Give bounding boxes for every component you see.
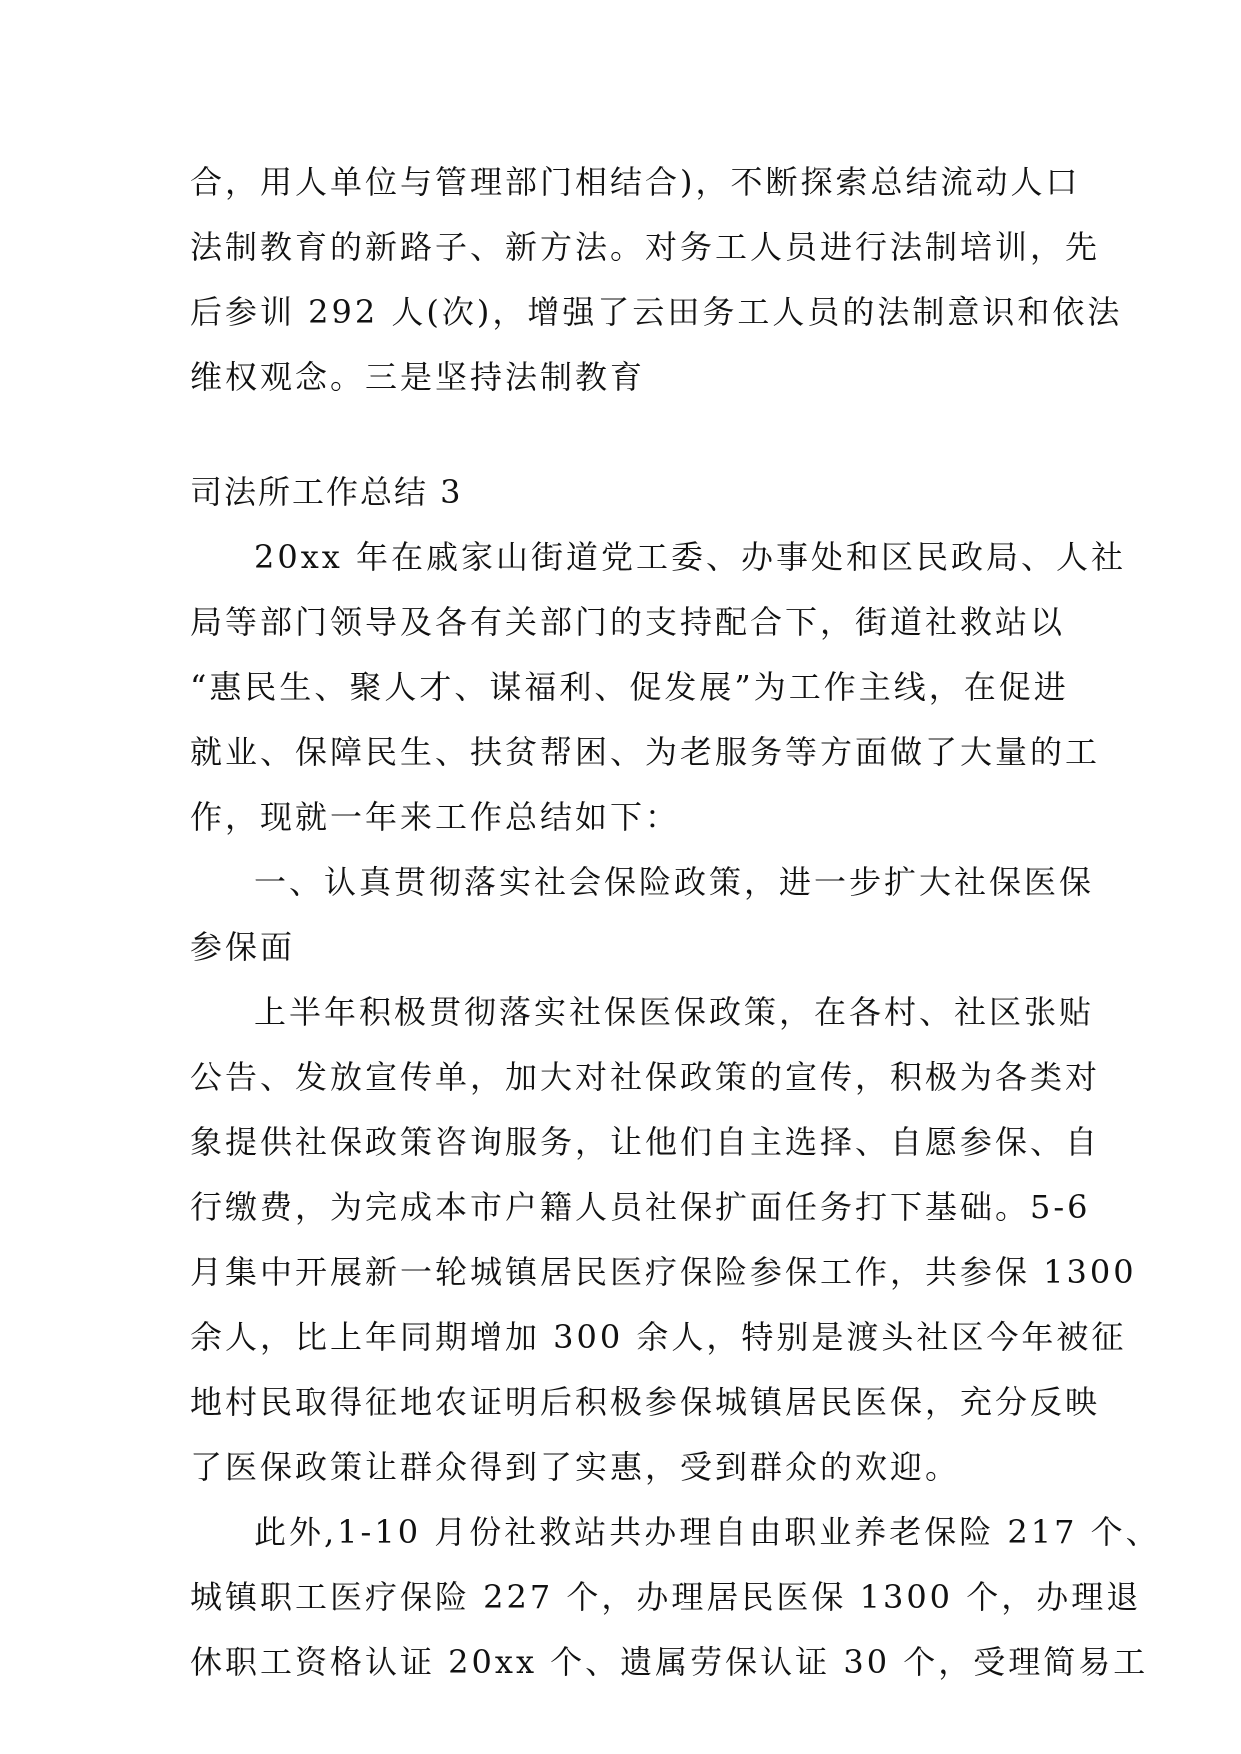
document-page [190,150,1161,1695]
text-line: 公告、发放宣传单，加大对社保政策的宣传，积极为各类对 [190,1058,1101,1096]
continuation-paragraph [190,150,1123,410]
text-line: 地村民取得征地农证明后积极参保城镇居民医保，充分反映 [190,1383,1101,1421]
text-line: 象提供社保政策咨询服务，让他们自主选择、自愿参保、自 [190,1123,1101,1161]
paragraph-statistics [190,1500,1161,1695]
text-line: 上半年积极贯彻落实社保医保政策，在各村、社区张贴 [254,993,1095,1031]
section-gap [190,410,1050,460]
text-line: 城镇职工医疗保险 227 个，办理居民医保 1300 个，办理退 [190,1578,1142,1616]
text-line: 此外,1-10 月份社救站共办理自由职业养老保险 217 个、 [254,1513,1161,1551]
text-line: 法制教育的新路子、新方法。对务工人员进行法制培训，先 [190,228,1101,266]
text-line: 月集中开展新一轮城镇居民医疗保险参保工作，共参保 1300 [190,1253,1137,1291]
text-line: 维权观念。三是坚持法制教育 [190,358,646,396]
text-line: 了医保政策让群众得到了实惠，受到群众的欢迎。 [190,1448,961,1486]
text-line: “惠民生、聚人才、谋福利、促发展”为工作主线，在促进 [190,668,1069,706]
text-line: 休职工资格认证 20xx 个、遗属劳保认证 30 个，受理简易工 [190,1643,1149,1681]
text-line: 就业、保障民生、扶贫帮困、为老服务等方面做了大量的工 [190,733,1101,771]
text-line: 局等部门领导及各有关部门的支持配合下，街道社救站以 [190,603,1066,641]
text-line: 合，用人单位与管理部门相结合)，不断探索总结流动人口 [190,163,1081,201]
text-line: 一、认真贯彻落实社会保险政策，进一步扩大社保医保 [254,863,1095,901]
text-line: 余人，比上年同期增加 300 余人，特别是渡头社区今年被征 [190,1318,1127,1356]
text-line: 作，现就一年来工作总结如下： [190,798,681,836]
section-title: 司法所工作总结 3 [190,473,463,511]
text-line: 参保面 [190,928,296,966]
paragraph-social-insurance [190,980,1137,1500]
text-line: 行缴费，为完成本市户籍人员社保扩面任务打下基础。5-6 [190,1188,1091,1226]
text-line: 20xx 年在戚家山街道党工委、办事处和区民政局、人社 [254,538,1126,576]
paragraph-subheading [190,850,1095,980]
paragraph-intro [190,525,1126,850]
text-line: 后参训 292 人(次)，增强了云田务工人员的法制意识和依法 [190,293,1123,331]
